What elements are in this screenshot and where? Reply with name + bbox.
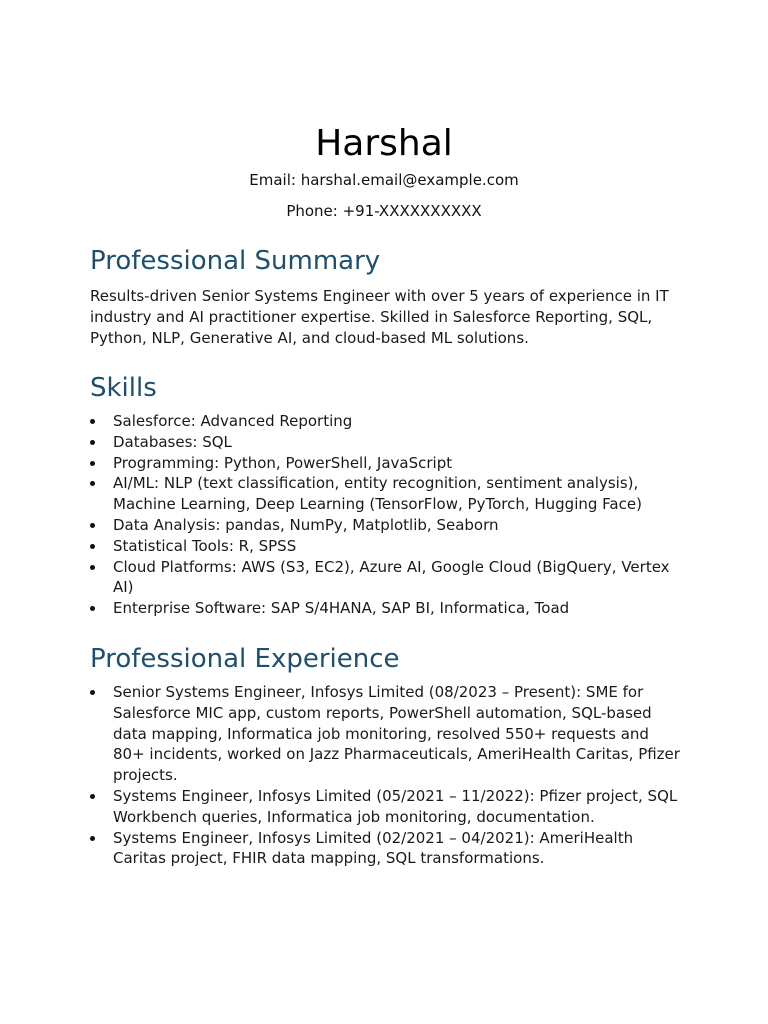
experience-item xyxy=(90,682,680,786)
bullet-icon xyxy=(90,836,95,841)
bullet-icon xyxy=(90,419,95,424)
bullet-icon xyxy=(90,523,95,528)
summary-heading: Professional Summary xyxy=(90,246,381,276)
contact-phone: Phone: +91-XXXXXXXXXX xyxy=(286,202,482,220)
bullet-icon xyxy=(90,565,95,570)
experience-text: Systems Engineer, Infosys Limited (05/2021 – 11/2022): Pfizer project, SQL Workbench queries, Informatica job monitoring, documentation. xyxy=(113,786,678,826)
skill-item xyxy=(90,473,680,515)
skill-item xyxy=(90,453,680,474)
skill-item xyxy=(90,515,680,536)
experience-heading: Professional Experience xyxy=(90,644,400,674)
bullet-icon xyxy=(90,481,95,486)
candidate-name: Harshal xyxy=(315,123,453,164)
contact-email: Email: harshal.email@example.com xyxy=(249,171,519,189)
skill-item xyxy=(90,536,680,557)
skills-heading: Skills xyxy=(90,373,157,403)
experience-text: Senior Systems Engineer, Infosys Limited (08/2023 – Present): SME for Salesforce MIC app, custom reports, PowerShell automation, SQL-based data mapping, Informatica job monitoring, resolved 550+ requests and 80+ incidents, worked on Jazz Pharmaceuticals, AmeriHealth Caritas, Pfizer projects. xyxy=(113,683,680,785)
skill-text: Programming: Python, PowerShell, JavaScript xyxy=(113,453,453,472)
bullet-icon xyxy=(90,544,95,549)
experience-item xyxy=(90,828,680,870)
experience-item xyxy=(90,786,680,828)
experience-text: Systems Engineer, Infosys Limited (02/2021 – 04/2021): AmeriHealth Caritas project, FHIR data mapping, SQL transformations. xyxy=(113,828,634,868)
skills-list xyxy=(90,411,680,619)
bullet-icon xyxy=(90,461,95,466)
bullet-icon xyxy=(90,606,95,611)
skill-text: Salesforce: Advanced Reporting xyxy=(113,412,353,430)
bullet-icon xyxy=(90,794,95,799)
skill-item xyxy=(90,557,680,599)
skill-item xyxy=(90,598,680,619)
skill-text: Enterprise Software: SAP S/4HANA, SAP BI, Informatica, Toad xyxy=(113,599,570,618)
bullet-icon xyxy=(90,440,95,445)
experience-list xyxy=(90,682,680,869)
bullet-icon xyxy=(90,690,95,695)
skill-text: Data Analysis: pandas, NumPy, Matplotlib, Seaborn xyxy=(113,515,499,534)
skill-text: AI/ML: NLP (text classification, entity recognition, sentiment analysis), Machine Learning, Deep Learning (TensorFlow, PyTorch, Hugging Face) xyxy=(113,474,642,514)
skill-item xyxy=(90,432,680,453)
skill-text: Databases: SQL xyxy=(113,432,232,451)
skill-text: Cloud Platforms: AWS (S3, EC2), Azure AI, Google Cloud (BigQuery, Vertex AI) xyxy=(113,557,670,597)
skill-text: Statistical Tools: R, SPSS xyxy=(113,536,297,555)
skill-item xyxy=(90,411,680,432)
summary-text: Results-driven Senior Systems Engineer with over 5 years of experience in IT industry and AI practitioner expertise. Skilled in Salesforce Reporting, SQL, Python, NLP, Generative AI, and cloud-based ML solutions. xyxy=(90,287,669,347)
